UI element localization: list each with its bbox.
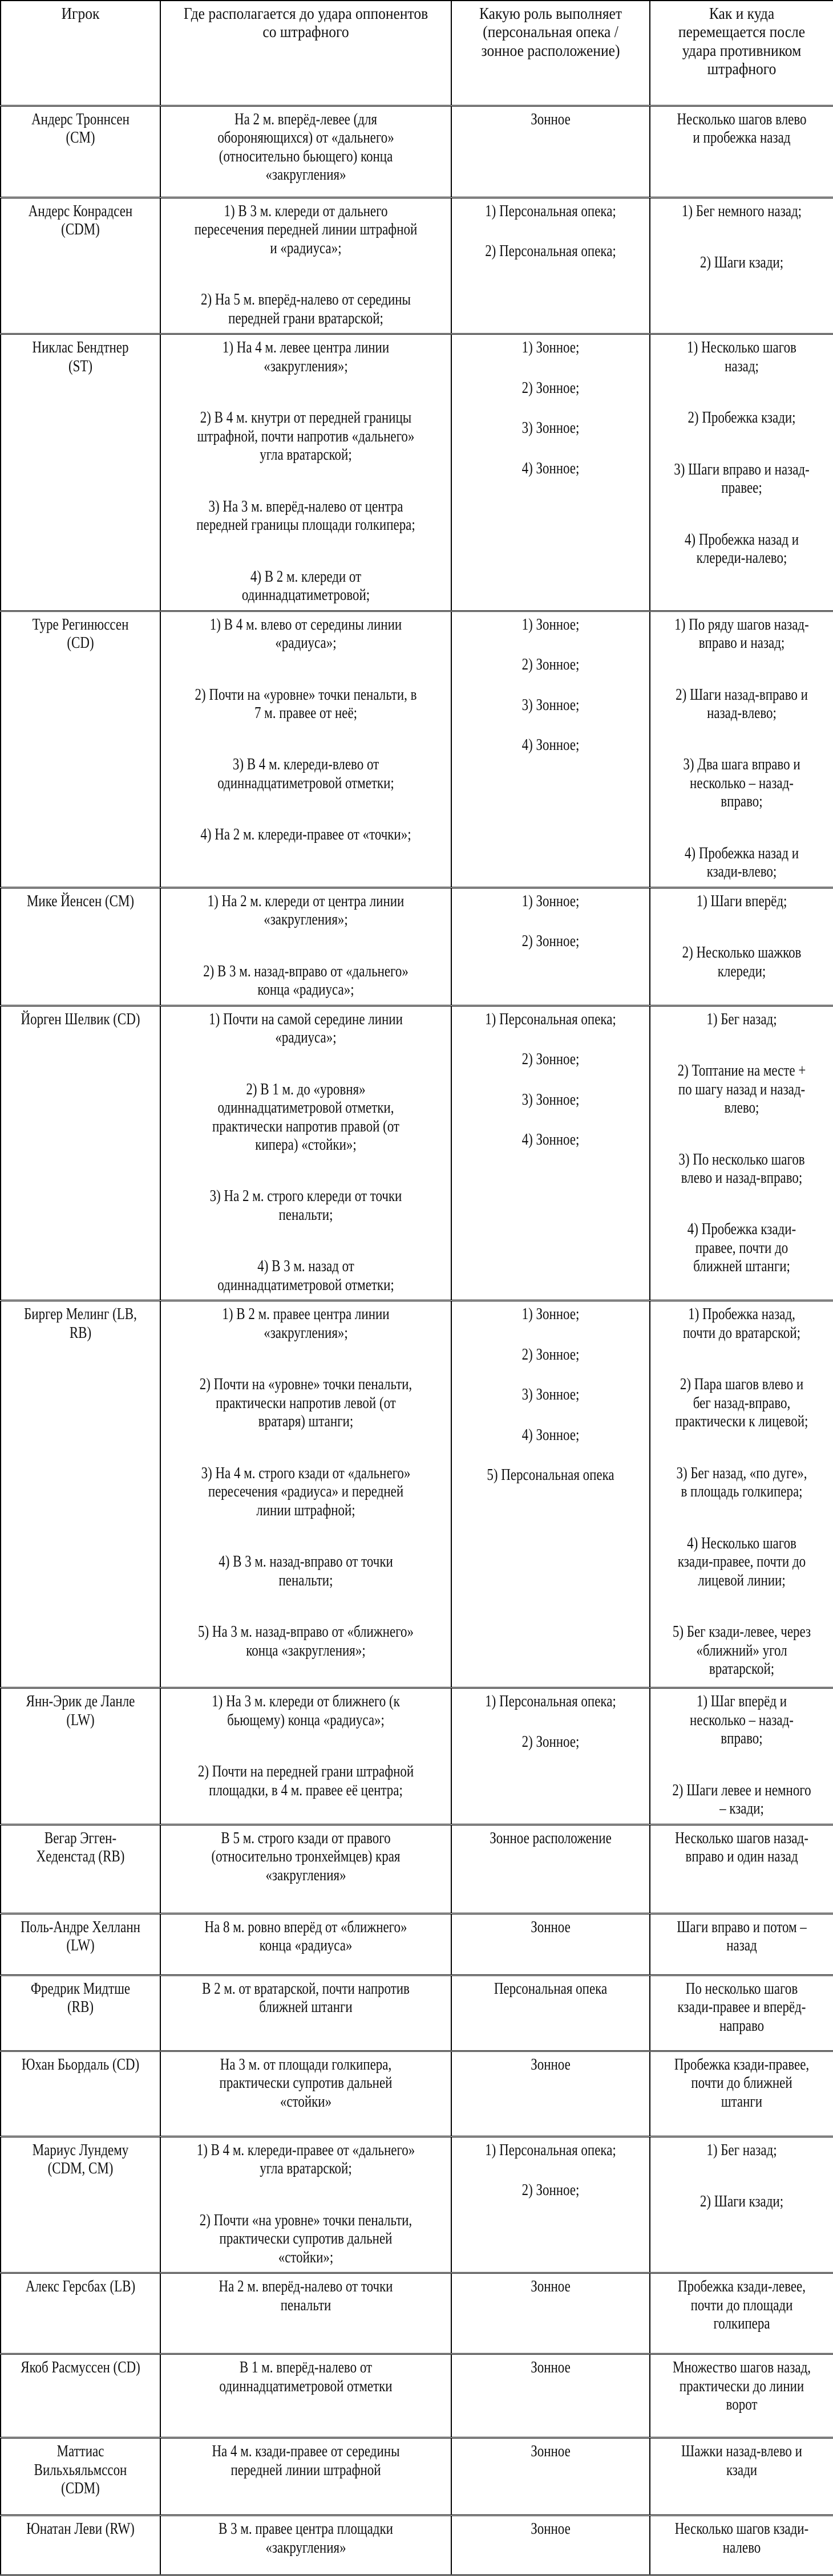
table-row: [1, 2516, 833, 2575]
table-row: [1, 334, 833, 611]
position-cell: [175, 1913, 437, 1975]
position-cell-item: В 2 м. от вратарской, почти напротив ближней штанги: [202, 1979, 410, 2017]
position-cell: [175, 1301, 437, 1688]
role-cell: [461, 1301, 640, 1688]
player-cell-content: Биргер Мелинг (LB, RB): [24, 1305, 137, 1342]
movement-cell: [659, 2438, 824, 2516]
position-cell-item: На 8 м. ровно вперёд от «ближнего» конца «радиуса»: [204, 1917, 407, 1955]
movement-cell-item: 2) Пара шагов влево и бег назад-вправо, практически к лицевой;: [675, 1375, 808, 1431]
position-cell: [175, 1824, 437, 1913]
role-cell: [461, 2438, 640, 2516]
role-cell-item: 4) Зонное;: [521, 459, 580, 477]
movement-cell-content: [672, 1692, 811, 1818]
movement-cell-content: [672, 2141, 811, 2211]
position-cell-item: На 3 м. от площади голкипера, практически супротив дальней «стойки»: [219, 2055, 393, 2111]
position-cell-item: 1) В 4 м. клереди-правее от «дальнего» угла вратарской;: [196, 2140, 415, 2178]
role-cell-content: [475, 1829, 626, 1847]
role-cell-item: Зонное: [531, 1917, 571, 1936]
movement-cell-item: 3) Шаги вправо и назад-правее;: [674, 460, 810, 497]
movement-cell: [659, 1301, 824, 1688]
position-cell: [175, 2516, 437, 2575]
movement-cell: [659, 887, 824, 1005]
position-cell-item: В 1 м. вперёд-налево от одиннадцатиметровой отметки: [219, 2358, 393, 2395]
movement-cell-content: [672, 1918, 811, 1955]
role-cell-item: 4) Зонное;: [521, 1130, 580, 1149]
position-cell-item: 1) На 3 м. клереди от ближнего (к бьющему) конца «радиуса»;: [212, 1692, 400, 1729]
role-cell-content: [475, 892, 626, 951]
position-cell: [175, 2136, 437, 2273]
role-cell-item: 2) Зонное;: [521, 932, 580, 951]
position-cell-item: 4) На 2 м. клереди-правее от «точки»;: [200, 825, 411, 844]
role-cell: [461, 334, 640, 611]
movement-cell: [659, 611, 824, 887]
movement-cell-item: Шажки назад-влево и кзади: [681, 2442, 802, 2479]
role-cell-item: 2) Зонное;: [521, 378, 580, 397]
position-cell-item: 1) В 2 м. правее центра линии «закругления»;: [222, 1305, 390, 1342]
role-cell-item: 1) Зонное;: [521, 338, 580, 357]
movement-cell-item: 1) Бег назад;: [706, 1009, 777, 1028]
position-cell: [175, 2051, 437, 2136]
position-cell: [175, 334, 437, 611]
role-cell-item: 3) Зонное;: [521, 1090, 580, 1109]
movement-cell: [659, 198, 824, 334]
movement-cell: [659, 1913, 824, 1975]
movement-cell-item: Несколько шагов кзади-налево: [674, 2520, 809, 2557]
player-cell: [9, 1913, 152, 1975]
position-cell: [175, 198, 437, 334]
movement-cell-item: Пробежка кзади-левее, почти до площади голкипера: [677, 2277, 806, 2332]
role-cell-item: 2) Зонное;: [521, 1050, 580, 1069]
movement-cell-item: 2) Шаги назад-вправо и назад-влево;: [676, 685, 808, 722]
position-cell-item: 4) В 2 м. клереди от одиннадцатиметровой;: [241, 567, 370, 605]
position-cell-item: 2) Почти на «уровне» точки пенальти, практически напротив левой (от вратаря) штанги;: [199, 1375, 413, 1431]
player-cell-content: Мариус Лундему (CDM, CM): [32, 2140, 129, 2178]
role-cell-item: 3) Зонное;: [521, 1385, 580, 1404]
role-cell-item: 4) Зонное;: [521, 735, 580, 754]
header-movement: [650, 1, 833, 106]
movement-cell-content: [672, 1305, 811, 1678]
table-body: [1, 106, 833, 2575]
position-cell-content: [194, 1918, 418, 1955]
movement-cell-item: 2) Шаги кзади;: [699, 2192, 784, 2211]
table-row: [1, 1688, 833, 1824]
movement-cell-item: 4) Пробежка кзади-правее, почти до ближней штанги;: [687, 1220, 796, 1276]
movement-cell-content: [672, 2442, 811, 2479]
role-cell-item: 3) Зонное;: [521, 695, 580, 714]
movement-cell-content: [672, 1829, 811, 1866]
player-cell-content: Фредрик Мидтше (RB): [30, 1979, 131, 2017]
movement-cell-content: [672, 338, 811, 567]
movement-cell-content: [672, 615, 811, 881]
role-cell-content: [475, 1010, 626, 1149]
movement-cell-item: По несколько шагов кзади-правее и вперёд-направо: [677, 1979, 806, 2035]
position-cell-content: [194, 1010, 418, 1295]
role-cell-item: Зонное: [531, 110, 571, 128]
position-cell-item: На 2 м. вперёд-левее (для обороняющихся) от «дальнего» (относительно бьющего) конца «закругления»: [217, 110, 394, 184]
player-cell: [9, 2136, 152, 2273]
player-cell: [9, 2516, 152, 2575]
role-cell-content: [475, 2055, 626, 2074]
role-cell-item: 1) Персональная опека;: [485, 1009, 616, 1028]
movement-cell-content: [672, 2358, 811, 2413]
movement-cell: [659, 2273, 824, 2354]
role-cell: [461, 1913, 640, 1975]
movement-cell-item: 1) По ряду шагов назад-вправо и назад;: [674, 615, 809, 652]
position-cell: [175, 1005, 437, 1301]
role-cell-item: 1) Персональная опека;: [485, 2140, 616, 2159]
movement-cell-item: 4) Пробежка назад и кзади-влево;: [684, 843, 799, 881]
movement-cell-item: 3) Два шага вправо и несколько – назад-вправо;: [683, 755, 800, 811]
position-cell-item: 2) В 1 м. до «уровня» одиннадцатиметровой отметки, практически напротив правой (от кипера) «стойки»;: [212, 1080, 399, 1154]
movement-cell-item: 2) Пробежка кзади;: [688, 408, 796, 427]
player-cell: [9, 611, 152, 887]
role-cell-content: [475, 110, 626, 128]
role-cell-item: 2) Зонное;: [521, 655, 580, 674]
table-row: [1, 611, 833, 887]
movement-cell: [659, 2354, 824, 2438]
role-cell: [461, 611, 640, 887]
movement-cell-item: 1) Пробежка назад, почти до вратарской;: [683, 1305, 800, 1342]
player-cell-content: Андерс Конрадсен (CDM): [28, 202, 133, 239]
role-cell: [461, 2516, 640, 2575]
table-row: [1, 1005, 833, 1301]
role-cell-content: [475, 1692, 626, 1751]
position-cell-item: 1) На 2 м. клереди от центра линии «закругления»;: [207, 891, 405, 929]
role-cell-content: [475, 1979, 626, 1998]
movement-cell-content: [672, 2277, 811, 2332]
position-cell-item: 5) На 3 м. назад-вправо от «ближнего» конца «закругления»;: [198, 1622, 414, 1660]
role-cell: [461, 1688, 640, 1824]
table-row: [1, 2354, 833, 2438]
role-cell-item: 4) Зонное;: [521, 1425, 580, 1444]
table-row: [1, 198, 833, 334]
table-row: [1, 1975, 833, 2051]
movement-cell-content: [672, 1979, 811, 2035]
role-cell-item: Зонное: [531, 2055, 571, 2074]
player-cell: [9, 1975, 152, 2051]
role-cell-item: Зонное: [531, 2442, 571, 2461]
role-cell-item: 1) Зонное;: [521, 615, 580, 634]
role-cell-item: 2) Зонное;: [521, 1345, 580, 1364]
player-cell: [9, 198, 152, 334]
position-cell-content: [194, 2141, 418, 2266]
movement-cell-item: 2) Шаги левее и немного – кзади;: [672, 1780, 811, 1818]
movement-cell: [659, 1824, 824, 1913]
player-cell: [9, 2273, 152, 2354]
movement-cell-item: 1) Несколько шагов назад;: [687, 338, 796, 375]
table-row: [1, 2136, 833, 2273]
player-cell: [9, 1824, 152, 1913]
role-cell-item: 1) Персональная опека;: [485, 1692, 616, 1711]
position-cell-content: [194, 615, 418, 844]
table-row: [1, 2051, 833, 2136]
header-position-label: Где располагается до удара оппонентов со штрафного: [183, 5, 428, 42]
player-cell: [9, 2051, 152, 2136]
movement-cell-item: Несколько шагов назад-вправо и один назад: [675, 1828, 808, 1866]
position-cell-item: 1) В 4 м. влево от середины линии «радиуса»;: [209, 615, 402, 652]
role-cell: [461, 887, 640, 1005]
position-cell-item: 2) Почти на передней грани штрафной площадки, в 4 м. правее её центра;: [197, 1762, 414, 1799]
position-cell-item: 2) Почти на «уровне» точки пенальти, в 7 м. правее от неё;: [195, 685, 417, 722]
movement-cell: [659, 1975, 824, 2051]
player-cell-content: Поль-Андре Хелланн (LW): [21, 1917, 140, 1955]
role-cell-item: 1) Зонное;: [521, 1305, 580, 1324]
header-movement-label: Как и куда перемещается после удара противником штрафного: [678, 5, 806, 79]
role-cell: [461, 2354, 640, 2438]
table-row: [1, 2273, 833, 2354]
role-cell-item: 2) Зонное;: [521, 2181, 580, 2200]
position-cell: [175, 2438, 437, 2516]
movement-cell-item: 1) Бег назад;: [706, 2140, 777, 2159]
movement-cell-item: 4) Пробежка назад и клереди-налево;: [684, 530, 799, 567]
role-cell-item: 2) Зонное;: [521, 1732, 580, 1751]
movement-cell: [659, 106, 824, 198]
movement-cell-item: Несколько шагов влево и пробежка назад: [677, 110, 807, 147]
position-cell-item: 2) На 5 м. вперёд-налево от середины передней грани вратарской;: [201, 290, 411, 327]
player-cell-content: Алекс Герсбах (LB): [25, 2277, 136, 2296]
header-role-label: Какую роль выполняет (персональная опека / зонное расположение): [479, 5, 622, 60]
player-cell-content: Мике Йенсен (CM): [26, 891, 135, 910]
table-row: [1, 1301, 833, 1688]
position-cell-item: 2) Почти «на уровне» точки пенальти, практически супротив дальней «стойки»;: [199, 2210, 413, 2266]
role-cell-item: 1) Зонное;: [521, 891, 580, 910]
player-cell-content: Юхан Бьордаль (CD): [21, 2055, 140, 2074]
position-cell-item: В 5 м. строго кзади от правого (относительно тронхеймцев) края «закругления»: [211, 1828, 401, 1884]
position-cell-item: 1) Почти на самой середине линии «радиуса»;: [209, 1009, 403, 1047]
position-cell: [175, 106, 437, 198]
player-cell: [9, 1005, 152, 1301]
position-cell: [175, 887, 437, 1005]
player-cell-content: Маттиас Вильхьяльмссон (CDM): [34, 2442, 127, 2497]
position-cell-content: [194, 338, 418, 604]
position-cell: [175, 2273, 437, 2354]
header-player-label: Игрок: [61, 5, 100, 23]
position-cell: [175, 1975, 437, 2051]
role-cell: [461, 198, 640, 334]
position-cell-item: 3) На 3 м. вперёд-налево от центра передней границы площади голкипера;: [196, 497, 415, 534]
role-cell-item: Зонное: [531, 2358, 571, 2377]
role-cell-content: [475, 2442, 626, 2460]
movement-cell-item: 3) Бег назад, «по дуге», в площадь голкипера;: [676, 1463, 807, 1501]
movement-cell-item: 2) Несколько шажков клереди;: [682, 943, 802, 980]
table-row: [1, 2438, 833, 2516]
movement-cell-item: 1) Шаги вперёд;: [696, 891, 787, 910]
role-cell-content: [475, 2520, 626, 2538]
movement-cell: [659, 1005, 824, 1301]
movement-cell-content: [672, 2520, 811, 2557]
movement-cell-item: 1) Бег немного назад;: [681, 202, 802, 220]
movement-cell-content: [672, 202, 811, 272]
position-cell-item: В 3 м. правее центра площадки «закругления»: [219, 2520, 393, 2557]
header-position: [160, 1, 451, 106]
role-cell-content: [475, 1918, 626, 1936]
movement-cell-content: [672, 110, 811, 147]
position-cell-content: [194, 2277, 418, 2314]
position-cell-content: [194, 2442, 418, 2479]
movement-cell-item: 5) Бег кзади-левее, через «ближний» угол вратарской;: [672, 1622, 811, 1678]
position-cell-item: На 2 м. вперёд-налево от точки пенальти: [219, 2277, 393, 2314]
role-cell-content: [475, 2358, 626, 2376]
role-cell: [461, 1975, 640, 2051]
movement-cell: [659, 2136, 824, 2273]
movement-cell-item: 1) Шаг вперёд и несколько – назад-вправо;: [690, 1692, 794, 1748]
movement-cell: [659, 2516, 824, 2575]
player-cell-content: Якоб Расмуссен (CD): [21, 2358, 140, 2377]
role-cell: [461, 2136, 640, 2273]
player-cell: [9, 106, 152, 198]
player-cell-content: Юнатан Леви (RW): [26, 2520, 135, 2538]
position-cell-item: 4) В 3 м. назад-вправо от точки пенальти;: [219, 1552, 393, 1589]
role-cell: [461, 106, 640, 198]
position-cell-content: [194, 1829, 418, 1884]
role-cell-item: 3) Зонное;: [521, 419, 580, 437]
position-cell-item: 1) В 3 м. клереди от дальнего пересечения передней линии штрафной и «радиуса»;: [194, 202, 418, 257]
player-cell-content: Туре Регинюссен (CD): [32, 615, 129, 652]
movement-cell: [659, 2051, 824, 2136]
role-cell-content: [475, 2141, 626, 2200]
player-cell: [9, 334, 152, 611]
role-cell-item: 1) Персональная опека;: [485, 202, 616, 220]
position-cell-item: 3) В 4 м. клереди-влево от одиннадцатиметровой отметки;: [217, 755, 394, 792]
role-cell-content: [475, 1305, 626, 1484]
movement-cell-content: [672, 1010, 811, 1276]
header-row: [1, 1, 833, 106]
player-cell: [9, 887, 152, 1005]
position-cell-content: [194, 110, 418, 184]
role-cell-item: 5) Персональная опека: [487, 1466, 614, 1484]
position-cell-content: [194, 1305, 418, 1660]
role-cell-item: Персональная опека: [494, 1979, 608, 1998]
position-cell-content: [194, 1692, 418, 1799]
player-cell-content: Вегар Эгген-Хеденстад (RB): [36, 1828, 125, 1866]
role-cell-item: Зонное расположение: [490, 1828, 612, 1847]
role-cell-item: Зонное: [531, 2520, 571, 2538]
role-cell: [461, 2051, 640, 2136]
movement-cell-content: [672, 892, 811, 980]
movement-cell-item: 3) По несколько шагов влево и назад-вправо;: [678, 1150, 805, 1187]
movement-cell-item: Шаги вправо и потом – назад: [677, 1917, 807, 1955]
player-cell-content: Андерс Троннсен (CM): [31, 110, 130, 147]
movement-cell-item: Множество шагов назад, практически до линии ворот: [672, 2358, 811, 2413]
movement-cell: [659, 1688, 824, 1824]
movement-cell-item: 2) Топтание на месте + по шагу назад и назад-влево;: [677, 1061, 806, 1117]
position-cell-content: [194, 1979, 418, 2017]
position-cell-content: [194, 892, 418, 999]
player-cell-content: Йорген Шелвик (CD): [21, 1009, 140, 1028]
movement-cell-item: Пробежка кзади-правее, почти до ближней штанги: [674, 2055, 810, 2111]
position-cell: [175, 2354, 437, 2438]
role-cell: [461, 2273, 640, 2354]
position-cell-content: [194, 2520, 418, 2557]
table-row: [1, 1913, 833, 1975]
role-cell-content: [475, 202, 626, 261]
header-player: [1, 1, 160, 106]
position-cell-content: [194, 2358, 418, 2395]
role-cell-item: 2) Персональная опека;: [485, 242, 616, 261]
role-cell-item: Зонное: [531, 2277, 571, 2296]
role-cell-content: [475, 615, 626, 754]
table-row: [1, 887, 833, 1005]
role-cell-content: [475, 2277, 626, 2295]
position-cell: [175, 1688, 437, 1824]
player-cell-content: Янн-Эрик де Ланле (LW): [26, 1692, 135, 1729]
movement-cell: [659, 334, 824, 611]
movement-cell-item: 2) Шаги кзади;: [699, 253, 784, 272]
position-cell-item: 1) На 4 м. левее центра линии «закругления»;: [222, 338, 390, 375]
player-cell: [9, 1301, 152, 1688]
position-cell: [175, 611, 437, 887]
player-cell: [9, 1688, 152, 1824]
position-cell-item: 3) На 2 м. строго клереди от точки пенальти;: [209, 1187, 402, 1224]
table-row: [1, 106, 833, 198]
position-cell-item: 2) В 3 м. назад-вправо от «дальнего» конца «радиуса»;: [203, 962, 409, 999]
position-cell-content: [194, 2055, 418, 2111]
player-cell: [9, 2354, 152, 2438]
role-cell: [461, 1824, 640, 1913]
movement-cell-content: [672, 2055, 811, 2111]
table-row: [1, 1824, 833, 1913]
position-cell-item: 3) На 4 м. строго кзади от «дальнего» пересечения «радиуса» и передней линии штрафной;: [201, 1463, 411, 1519]
role-cell: [461, 1005, 640, 1301]
header-role: [451, 1, 650, 106]
role-cell-content: [475, 338, 626, 477]
position-cell-item: 2) В 4 м. кнутри от передней границы штрафной, почти напротив «дальнего» угла вратарской;: [197, 408, 415, 464]
position-cell-item: 4) В 3 м. назад от одиннадцатиметровой отметки;: [217, 1257, 394, 1294]
movement-cell-item: 4) Несколько шагов кзади-правее, почти до лицевой линии;: [677, 1534, 806, 1589]
position-cell-item: На 4 м. кзади-правее от середины передней линии штрафной: [212, 2442, 400, 2479]
position-cell-content: [194, 202, 418, 327]
player-cell-content: Никлас Бендтнер (ST): [32, 338, 129, 375]
player-cell: [9, 2438, 152, 2516]
